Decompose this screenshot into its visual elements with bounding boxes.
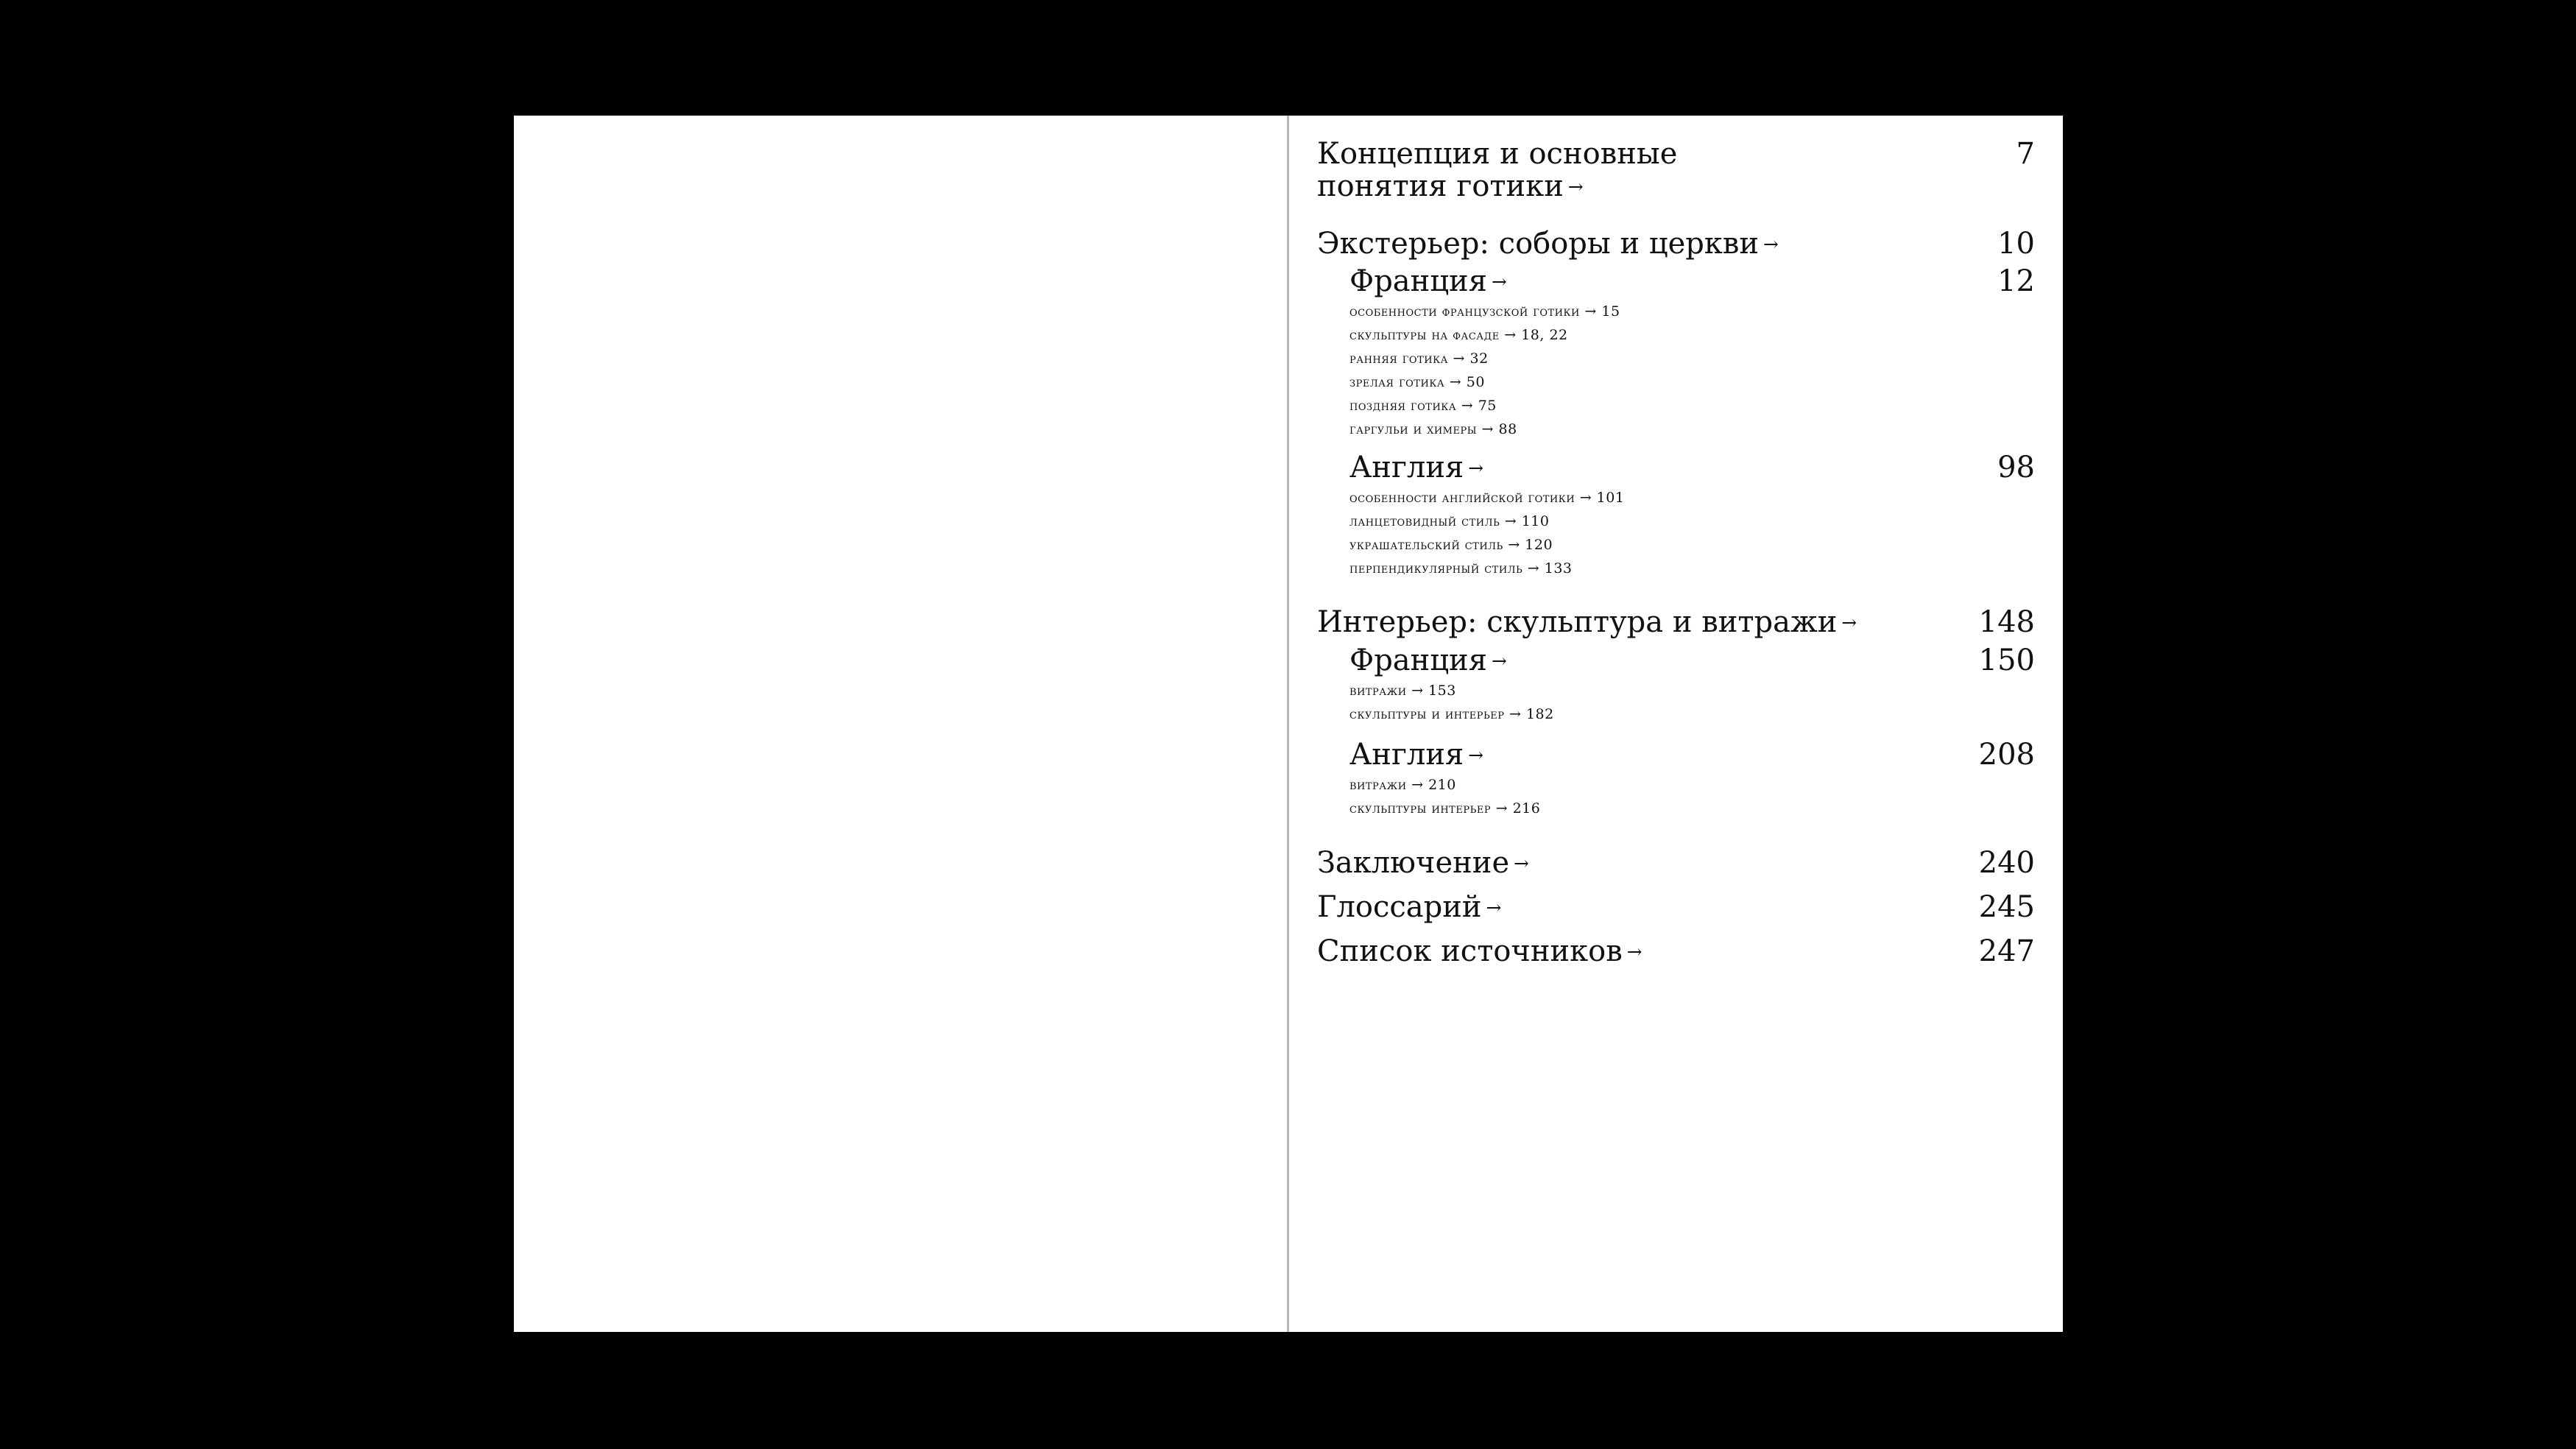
toc-subitem[interactable]: особенности французской готики → 15: [1349, 303, 1620, 320]
arrow-icon: →: [1468, 456, 1483, 479]
toc-subitem[interactable]: ранняя готика → 32: [1349, 350, 1489, 367]
toc-page-number: 247: [1978, 934, 2035, 968]
arrow-icon: →: [1841, 611, 1857, 633]
arrow-icon: →: [1486, 896, 1502, 918]
toc-entry-label: Экстерьер: соборы и церкви: [1317, 227, 1760, 261]
toc-subitem[interactable]: зрелая готика → 50: [1349, 374, 1485, 390]
book-spread: [514, 116, 2063, 1332]
toc-subitem[interactable]: украшательский стиль → 120: [1349, 537, 1553, 553]
toc-page-number: 10: [1997, 227, 2035, 261]
toc-entry-label-line2: понятия готики: [1317, 169, 1564, 203]
toc-page-number: 12: [1997, 264, 2035, 298]
toc-entry-interior-france[interactable]: [1349, 644, 2035, 677]
toc-entry-exterior[interactable]: [1317, 228, 2035, 261]
right-page: [1289, 116, 2063, 1332]
arrow-icon: →: [1491, 649, 1507, 671]
arrow-icon: →: [1514, 852, 1529, 874]
toc-entry-conclusion[interactable]: [1317, 847, 2035, 880]
toc-entry-label: Концепция и основные: [1317, 137, 1678, 171]
toc-entry-label: Глоссарий: [1317, 890, 1482, 924]
toc-subitem[interactable]: особенности английской готики → 101: [1349, 490, 1625, 506]
arrow-icon: →: [1468, 744, 1483, 766]
toc-entry-label: Англия: [1349, 451, 1464, 484]
toc-subitem[interactable]: скульптуры и интерьер → 182: [1349, 706, 1554, 722]
toc-entry-label: Франция: [1349, 264, 1487, 298]
toc-subitem[interactable]: перпендикулярный стиль → 133: [1349, 560, 1573, 577]
left-page-blank: [514, 116, 1287, 1332]
toc-page-number: 7: [2016, 137, 2035, 171]
toc-entry-interior-england[interactable]: [1349, 738, 2035, 772]
toc-entry-interior[interactable]: [1317, 606, 2035, 639]
toc-entry-label: Заключение: [1317, 846, 1510, 880]
toc-page-number: 240: [1978, 846, 2035, 880]
toc-entry-label: Список источников: [1317, 934, 1623, 968]
toc-subitem[interactable]: скульптуры на фасаде → 18, 22: [1349, 327, 1568, 343]
toc-subitem[interactable]: поздняя готика → 75: [1349, 398, 1497, 414]
arrow-icon: →: [1763, 233, 1779, 255]
toc-page-number: 245: [1978, 890, 2035, 924]
toc-entry-concept[interactable]: [1317, 138, 2035, 203]
arrow-icon: →: [1491, 270, 1507, 292]
toc-subitem[interactable]: гаргульи и химеры → 88: [1349, 421, 1517, 437]
table-of-contents: [1289, 116, 2063, 1332]
toc-page-number: 208: [1978, 738, 2035, 772]
toc-subitem[interactable]: скульптуры интерьер → 216: [1349, 800, 1541, 817]
toc-page-number: 150: [1978, 644, 2035, 677]
toc-entry-sources[interactable]: [1317, 935, 2035, 968]
toc-subitem[interactable]: витражи → 210: [1349, 777, 1456, 793]
arrow-icon: →: [1626, 940, 1642, 962]
toc-entry-exterior-france[interactable]: [1349, 265, 2035, 298]
toc-entry-label: Интерьер: скульптура и витражи: [1317, 605, 1838, 639]
toc-entry-label: Франция: [1349, 644, 1487, 677]
toc-entry-exterior-england[interactable]: [1349, 451, 2035, 484]
toc-page-number: 148: [1978, 605, 2035, 639]
toc-subitem[interactable]: ланцетовидный стиль → 110: [1349, 513, 1550, 529]
toc-entry-label: Англия: [1349, 738, 1464, 772]
toc-page-number: 98: [1997, 451, 2035, 484]
toc-subitem[interactable]: витражи → 153: [1349, 683, 1456, 699]
toc-entry-glossary[interactable]: [1317, 891, 2035, 924]
arrow-icon: →: [1567, 175, 1584, 197]
